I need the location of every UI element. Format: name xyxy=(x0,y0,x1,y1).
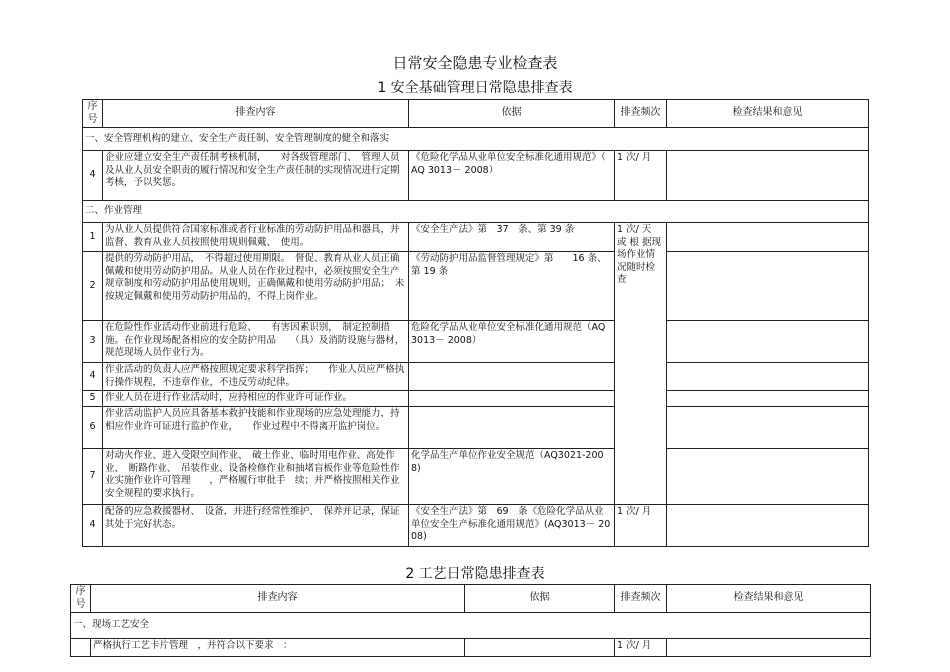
table-row xyxy=(71,639,871,657)
header-result: 检查结果和意见 xyxy=(667,100,869,128)
row-result-cell[interactable] xyxy=(667,223,869,252)
row-result-cell[interactable] xyxy=(667,151,869,201)
row-content: 为从业人员提供符合国家标准或者行业标准的劳动防护用品和器具，并监督、教育从业人员按照使用规则佩戴、 使用。 xyxy=(103,223,409,252)
table-row xyxy=(83,505,869,547)
group-row xyxy=(71,613,871,639)
row-number: 5 xyxy=(83,391,103,407)
row-number xyxy=(71,639,91,657)
table-row xyxy=(83,407,869,449)
row-frequency: 1 次/ 月 xyxy=(615,639,667,657)
row-number: 4 xyxy=(83,363,103,391)
row-content: 作业人员在进行作业活动时，应持相应的作业许可证作业。 xyxy=(103,391,409,407)
group-heading: 二、作业管理 xyxy=(83,201,869,223)
group-heading: 一、安全管理机构的建立、安全生产责任制、安全管理制度的健全和落实 xyxy=(83,128,869,151)
table-row xyxy=(83,363,869,391)
row-number: 4 xyxy=(83,505,103,547)
row-result-cell[interactable] xyxy=(667,505,869,547)
row-basis: 《安全生产法》第 69 条《危险化学品从业单位安全生产标准化通用规范》(AQ3013－ 2008) xyxy=(409,505,615,547)
header-result: 检查结果和意见 xyxy=(667,585,871,613)
table-row xyxy=(83,151,869,201)
row-basis: 化学品生产单位作业安全规范（AQ3021-2008) xyxy=(409,449,615,505)
row-result-cell[interactable] xyxy=(667,391,869,407)
header-frequency: 排查频次 xyxy=(615,585,667,613)
table-row xyxy=(83,252,869,321)
row-result-cell[interactable] xyxy=(667,639,871,657)
header-basis: 依据 xyxy=(409,100,615,128)
section-2-title: 2 工艺日常隐患排查表 xyxy=(405,566,545,582)
row-basis xyxy=(409,407,615,449)
row-result-cell[interactable] xyxy=(667,449,869,505)
row-result-cell[interactable] xyxy=(667,363,869,391)
header-number: 序号 xyxy=(83,100,103,128)
table-row xyxy=(83,321,869,363)
row-content: 对动火作业、进入受限空间作业、 破土作业、临时用电作业、高处作业、 断路作业、 吊装作业、设备检修作业和抽堵盲板作业等危险性作业实施作业许可管理 ，严格履行审批手 续；并严格按照相关作业安全规程的要求执行。 xyxy=(103,449,409,505)
row-content: 严格执行工艺卡片管理 ，并符合以下要求 ： xyxy=(91,639,465,657)
table-row xyxy=(83,449,869,505)
header-basis: 依据 xyxy=(465,585,615,613)
row-basis xyxy=(465,639,615,657)
group-row xyxy=(83,128,869,151)
foundation-management-table xyxy=(82,99,869,547)
row-frequency: 1 次/ 月 xyxy=(615,505,667,547)
section-1-title: 1 安全基础管理日常隐患排查表 xyxy=(377,80,573,96)
row-content: 提供的劳动防护用品， 不得超过使用期限。 督促、教育从业人员正确佩戴和使用劳动防护用品。从业人员在作业过程中，必须按照安全生产规章制度和劳动防护用品使用规则，正确佩戴和使用劳动防护用品； 未按规定佩戴和使用劳动防护用品的，不得上岗作业。 xyxy=(103,252,409,321)
table-row xyxy=(83,223,869,252)
row-basis: 《危险化学品从业单位安全标准化通用规范》（ AQ 3013－ 2008） xyxy=(409,151,615,201)
row-number: 6 xyxy=(83,407,103,449)
header-frequency: 排查频次 xyxy=(615,100,667,128)
row-basis: 《安全生产法》第 37 条、第 39 条 xyxy=(409,223,615,252)
header-number: 序号 xyxy=(71,585,91,613)
row-content: 作业活动的负责人应严格按照规定要求科学指挥； 作业人员应严格执行操作规程，不违章作业，不违反劳动纪律。 xyxy=(103,363,409,391)
row-number: 2 xyxy=(83,252,103,321)
row-frequency-shared: 1 次/ 天 或 根 据现场作业情况随时检查 xyxy=(615,223,667,505)
document-title: 日常安全隐患专业检查表 xyxy=(392,54,558,72)
row-basis xyxy=(409,391,615,407)
row-number: 4 xyxy=(83,151,103,201)
row-content: 企业应建立安全生产责任制考核机制， 对各级管理部门、 管理人员及从业人员安全职责的履行情况和安全生产责任制的实现情况进行定期考核，予以奖惩。 xyxy=(103,151,409,201)
row-content: 配备的应急救援器材、 设备，并进行经常性维护、 保养并记录，保证其处于完好状态。 xyxy=(103,505,409,547)
row-result-cell[interactable] xyxy=(667,407,869,449)
row-frequency: 1 次/ 月 xyxy=(615,151,667,201)
row-basis: 危险化学品从业单位安全标准化通用规范（AQ 3013－ 2008） xyxy=(409,321,615,363)
row-number: 7 xyxy=(83,449,103,505)
table-row xyxy=(83,391,869,407)
header-content: 排查内容 xyxy=(103,100,409,128)
group-row xyxy=(83,201,869,223)
row-basis xyxy=(409,363,615,391)
group-heading: 一、现场工艺安全 xyxy=(71,613,871,639)
row-basis: 《劳动防护用品监督管理规定》第 16 条、第 19 条 xyxy=(409,252,615,321)
row-content: 在危险性作业活动作业前进行危险、 有害因素识别， 制定控制措施。在作业现场配备相应的安全防护用品 （具）及消防设施与器材，规范现场人员作业行为。 xyxy=(103,321,409,363)
row-content: 作业活动监护人员应具备基本救护技能和作业现场的应急处理能力，持相应作业许可证进行监护作业， 作业过程中不得离开监护岗位。 xyxy=(103,407,409,449)
process-hazard-table xyxy=(70,584,871,657)
row-result-cell[interactable] xyxy=(667,252,869,321)
row-result-cell[interactable] xyxy=(667,321,869,363)
row-number: 1 xyxy=(83,223,103,252)
header-content: 排查内容 xyxy=(91,585,465,613)
table-header-row xyxy=(83,100,869,128)
row-number: 3 xyxy=(83,321,103,363)
table-header-row xyxy=(71,585,871,613)
